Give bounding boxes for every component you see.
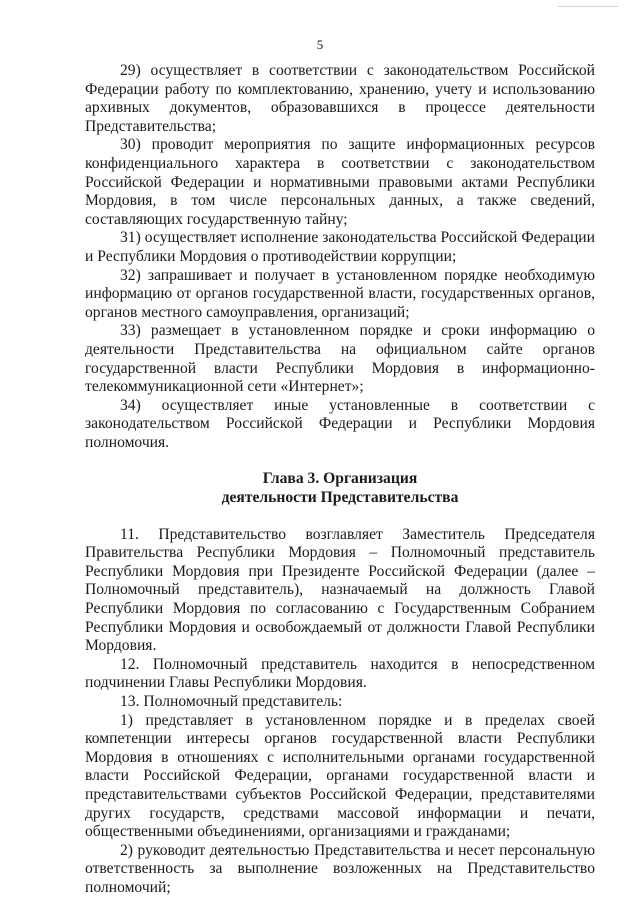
chapter-heading	[85, 470, 595, 507]
scan-edge-mark	[558, 0, 618, 7]
paragraph-subitem-2: 2) руководит деятельностью Представительства и несет персональную ответственность за выполнение возложенных на Представительство полномочий;	[85, 841, 595, 896]
document-body	[85, 62, 595, 898]
paragraph-item-34: 34) осуществляет иные установленные в соответствии с законодательством Российской Федерации и Республики Мордовия полномочия.	[85, 396, 595, 451]
paragraph-item-31: 31) осуществляет исполнение законодательства Российской Федерации и Республики Мордовия о противодействии коррупции;	[85, 229, 595, 265]
paragraph-section-11: 11. Представительство возглавляет Заместитель Председателя Правительства Республики Мордовия – Полномочный представитель Республики Мордовия при Президенте Российской Федерации (далее – Полномочный представитель), назначаемый на должность Главой Республики Мордовия по согласованию с Государственным Собранием Республики Мордовия и освобождаемый от должности Главой Республики Мордовия.	[85, 525, 595, 655]
paragraph-section-13: 13. Полномочный представитель:	[120, 693, 343, 710]
paragraph-item-29: 29) осуществляет в соответствии с законодательством Российской Федерации работу по комплектованию, хранению, учету и использованию архивных документов, образовавшихся в процессе деятельности Представительства;	[85, 62, 595, 135]
paragraph-subitem-1: 1) представляет в установленном порядке и в пределах своей компетенции интересы органов государственной власти Республики Мордовия в отношениях с исполнительными органами государственной власти Российской Федерации, органами государственной власти и представительствами субъектов Российской Федерации, представителями других государств, средствами массовой информации и печати, общественными объединениями, организациями и гражданами;	[85, 711, 595, 841]
chapter-subtitle: деятельности Представительства	[221, 489, 459, 507]
paragraph-item-33: 33) размещает в установленном порядке и сроки информацию о деятельности Представительства на официальном сайте органов государственной власти Республики Мордовия в информационно-телекоммуникационной сети «Интернет»;	[85, 322, 595, 396]
page-number: 5	[316, 37, 324, 52]
paragraph-item-30: 30) проводит мероприятия по защите информационных ресурсов конфиденциального характера в соответствии с законодательством Российской Федерации и нормативными правовыми актами Республики Мордовия, в том числе персональных данных, а также сведений, составляющих государственную тайну;	[85, 136, 595, 228]
chapter-title: Глава 3. Организация	[262, 470, 418, 488]
paragraph-section-12: 12. Полномочный представитель находится в непосредственном подчинении Главы Республики Мордовия.	[85, 655, 595, 692]
paragraph-item-32: 32) запрашивает и получает в установленном порядке необходимую информацию от органов государственной власти, государственных органов, органов местного самоуправления, организаций;	[85, 266, 595, 321]
